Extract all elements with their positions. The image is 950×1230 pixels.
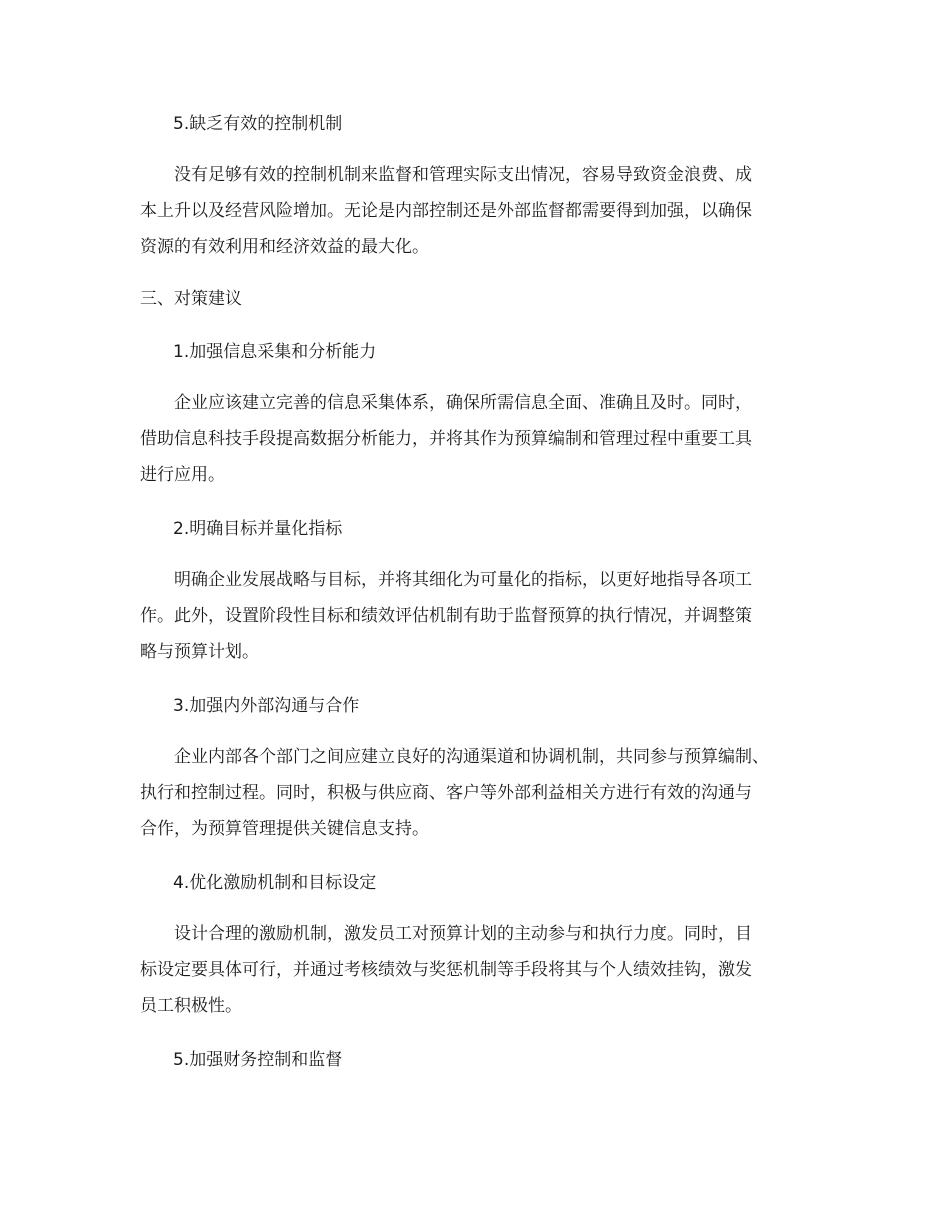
- paragraph-line: 合作，为预算管理提供关键信息支持。: [140, 819, 429, 839]
- subheading-2-targets: 2.明确目标并量化指标: [173, 519, 343, 539]
- paragraph-line: 进行应用。: [140, 465, 225, 485]
- paragraph-line: 标设定要具体可行，并通过考核绩效与奖惩机制等手段将其与个人绩效挂钩，激发: [140, 960, 752, 980]
- subheading-5-lack-of-control: 5.缺乏有效的控制机制: [173, 114, 343, 134]
- paragraph-line: 本上升以及经营风险增加。无论是内部控制还是外部监督都需要得到加强，以确保: [140, 201, 752, 221]
- paragraph-line: 企业内部各个部门之间应建立良好的沟通渠道和协调机制，共同参与预算编制、: [174, 747, 769, 767]
- subheading-1-information: 1.加强信息采集和分析能力: [173, 342, 377, 362]
- section-heading-countermeasures: 三、对策建议: [140, 289, 242, 309]
- paragraph-line: 员工积极性。: [140, 996, 242, 1016]
- paragraph-line: 设计合理的激励机制，激发员工对预算计划的主动参与和执行力度。同时，目: [174, 924, 752, 944]
- subheading-5-financial-control: 5.加强财务控制和监督: [173, 1050, 343, 1070]
- paragraph-line: 资源的有效利用和经济效益的最大化。: [140, 237, 429, 257]
- subheading-3-communication: 3.加强内外部沟通与合作: [173, 696, 360, 716]
- paragraph-control-mechanism: [140, 157, 830, 265]
- paragraph-line: 作。此外，设置阶段性目标和绩效评估机制有助于监督预算的执行情况，并调整策: [140, 606, 752, 626]
- paragraph-line: 借助信息科技手段提高数据分析能力，并将其作为预算编制和管理过程中重要工具: [140, 429, 752, 449]
- paragraph-incentives: [140, 916, 830, 1024]
- paragraph-line: 没有足够有效的控制机制来监督和管理实际支出情况，容易导致资金浪费、成: [174, 165, 752, 185]
- subheading-4-incentives: 4.优化激励机制和目标设定: [173, 873, 377, 893]
- paragraph-line: 明确企业发展战略与目标，并将其细化为可量化的指标，以更好地指导各项工: [174, 570, 752, 590]
- paragraph-line: 略与预算计划。: [140, 642, 259, 662]
- paragraph-information: [140, 385, 830, 493]
- paragraph-targets: [140, 562, 830, 670]
- paragraph-line: 企业应该建立完善的信息采集体系，确保所需信息全面、准确且及时。同时，: [174, 393, 752, 413]
- paragraph-communication: [140, 739, 830, 847]
- paragraph-line: 执行和控制过程。同时，积极与供应商、客户等外部利益相关方进行有效的沟通与: [140, 783, 752, 803]
